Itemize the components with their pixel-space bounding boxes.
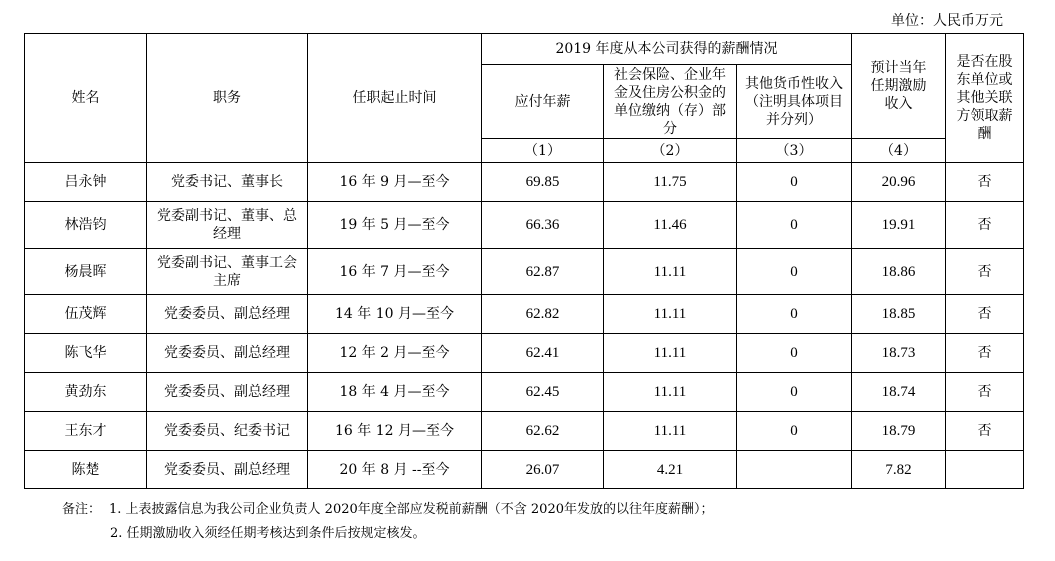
cell-social: 11.11 — [604, 373, 737, 412]
cell-tenure: 12 年 2 月—至今 — [308, 334, 482, 373]
cell-position: 党委副书记、董事工会主席 — [147, 249, 308, 295]
cell-salary: 26.07 — [482, 451, 604, 489]
cell-other: 0 — [737, 163, 852, 202]
table-row — [25, 295, 1024, 334]
cell-other: 0 — [737, 373, 852, 412]
table-row — [25, 451, 1024, 489]
table-row — [25, 163, 1024, 202]
table-row — [25, 249, 1024, 295]
header-num-2: （2） — [604, 139, 737, 163]
cell-tenure: 14 年 10 月—至今 — [308, 295, 482, 334]
cell-position: 党委书记、董事长 — [147, 163, 308, 202]
cell-salary: 62.62 — [482, 412, 604, 451]
cell-tenure: 16 年 12 月—至今 — [308, 412, 482, 451]
header-num-4: （4） — [852, 139, 946, 163]
cell-social: 11.11 — [604, 249, 737, 295]
table-row — [25, 373, 1024, 412]
cell-name: 杨晨晖 — [25, 249, 147, 295]
cell-social: 11.11 — [604, 334, 737, 373]
note-2: 2. 任期激励收入须经任期考核达到条件后按规定核发。 — [110, 526, 426, 541]
cell-position: 党委委员、副总经理 — [147, 295, 308, 334]
note-line-1 — [62, 498, 714, 522]
header-tenure: 任职起止时间 — [308, 34, 482, 163]
table-row — [25, 202, 1024, 249]
cell-salary: 69.85 — [482, 163, 604, 202]
cell-position: 党委委员、副总经理 — [147, 373, 308, 412]
table-row — [25, 334, 1024, 373]
cell-social: 11.46 — [604, 202, 737, 249]
cell-tenure: 19 年 5 月—至今 — [308, 202, 482, 249]
table-body — [25, 163, 1024, 489]
note-1: 1. 上表披露信息为我公司企业负责人 2020年度全部应发税前薪酬（不含 2020年发放的以往年度薪酬）； — [109, 502, 714, 517]
cell-related: 否 — [946, 163, 1024, 202]
unit-label: 单位：人民币万元 — [891, 13, 1003, 29]
table-row — [25, 412, 1024, 451]
cell-salary: 62.41 — [482, 334, 604, 373]
header-name: 姓名 — [25, 34, 147, 163]
cell-incentive: 7.82 — [852, 451, 946, 489]
header-related: 是否在股东单位或其他关联方领取薪酬 — [946, 34, 1024, 163]
cell-social: 4.21 — [604, 451, 737, 489]
cell-incentive: 18.74 — [852, 373, 946, 412]
cell-name: 陈飞华 — [25, 334, 147, 373]
notes-label: 备注： — [62, 502, 102, 517]
cell-social: 11.75 — [604, 163, 737, 202]
cell-related: 否 — [946, 412, 1024, 451]
cell-social: 11.11 — [604, 295, 737, 334]
cell-related: 否 — [946, 373, 1024, 412]
header-num-1: （1） — [482, 139, 604, 163]
cell-related — [946, 451, 1024, 489]
header-group: 2019 年度从本公司获得的薪酬情况 — [482, 34, 852, 65]
cell-tenure: 16 年 9 月—至今 — [308, 163, 482, 202]
cell-salary: 62.82 — [482, 295, 604, 334]
cell-other: 0 — [737, 295, 852, 334]
header-position: 职务 — [147, 34, 308, 163]
cell-name: 吕永钟 — [25, 163, 147, 202]
cell-position: 党委委员、副总经理 — [147, 334, 308, 373]
cell-name: 伍茂辉 — [25, 295, 147, 334]
cell-incentive: 18.79 — [852, 412, 946, 451]
header-incentive: 预计当年任期激励收入 — [852, 34, 946, 139]
cell-other: 0 — [737, 334, 852, 373]
cell-tenure: 16 年 7 月—至今 — [308, 249, 482, 295]
cell-other: 0 — [737, 202, 852, 249]
cell-position: 党委副书记、董事、总经理 — [147, 202, 308, 249]
cell-salary: 62.87 — [482, 249, 604, 295]
header-social: 社会保险、企业年金及住房公积金的单位缴纳（存）部分 — [604, 65, 737, 139]
cell-tenure: 20 年 8 月 --至今 — [308, 451, 482, 489]
header-other: 其他货币性收入（注明具体项目并分列） — [737, 65, 852, 139]
cell-incentive: 19.91 — [852, 202, 946, 249]
cell-name: 林浩钧 — [25, 202, 147, 249]
notes — [62, 498, 714, 546]
compensation-table — [24, 33, 1024, 489]
cell-salary: 66.36 — [482, 202, 604, 249]
cell-other: 0 — [737, 249, 852, 295]
header-salary: 应付年薪 — [482, 65, 604, 139]
cell-social: 11.11 — [604, 412, 737, 451]
cell-incentive: 18.85 — [852, 295, 946, 334]
cell-incentive: 20.96 — [852, 163, 946, 202]
cell-name: 黄劲东 — [25, 373, 147, 412]
cell-name: 王东才 — [25, 412, 147, 451]
cell-incentive: 18.86 — [852, 249, 946, 295]
cell-other — [737, 451, 852, 489]
cell-position: 党委委员、副总经理 — [147, 451, 308, 489]
cell-position: 党委委员、纪委书记 — [147, 412, 308, 451]
cell-related: 否 — [946, 249, 1024, 295]
header-num-3: （3） — [737, 139, 852, 163]
cell-related: 否 — [946, 202, 1024, 249]
cell-name: 陈楚 — [25, 451, 147, 489]
cell-other: 0 — [737, 412, 852, 451]
cell-related: 否 — [946, 295, 1024, 334]
cell-incentive: 18.73 — [852, 334, 946, 373]
cell-related: 否 — [946, 334, 1024, 373]
cell-salary: 62.45 — [482, 373, 604, 412]
note-line-2 — [62, 522, 714, 546]
cell-tenure: 18 年 4 月—至今 — [308, 373, 482, 412]
